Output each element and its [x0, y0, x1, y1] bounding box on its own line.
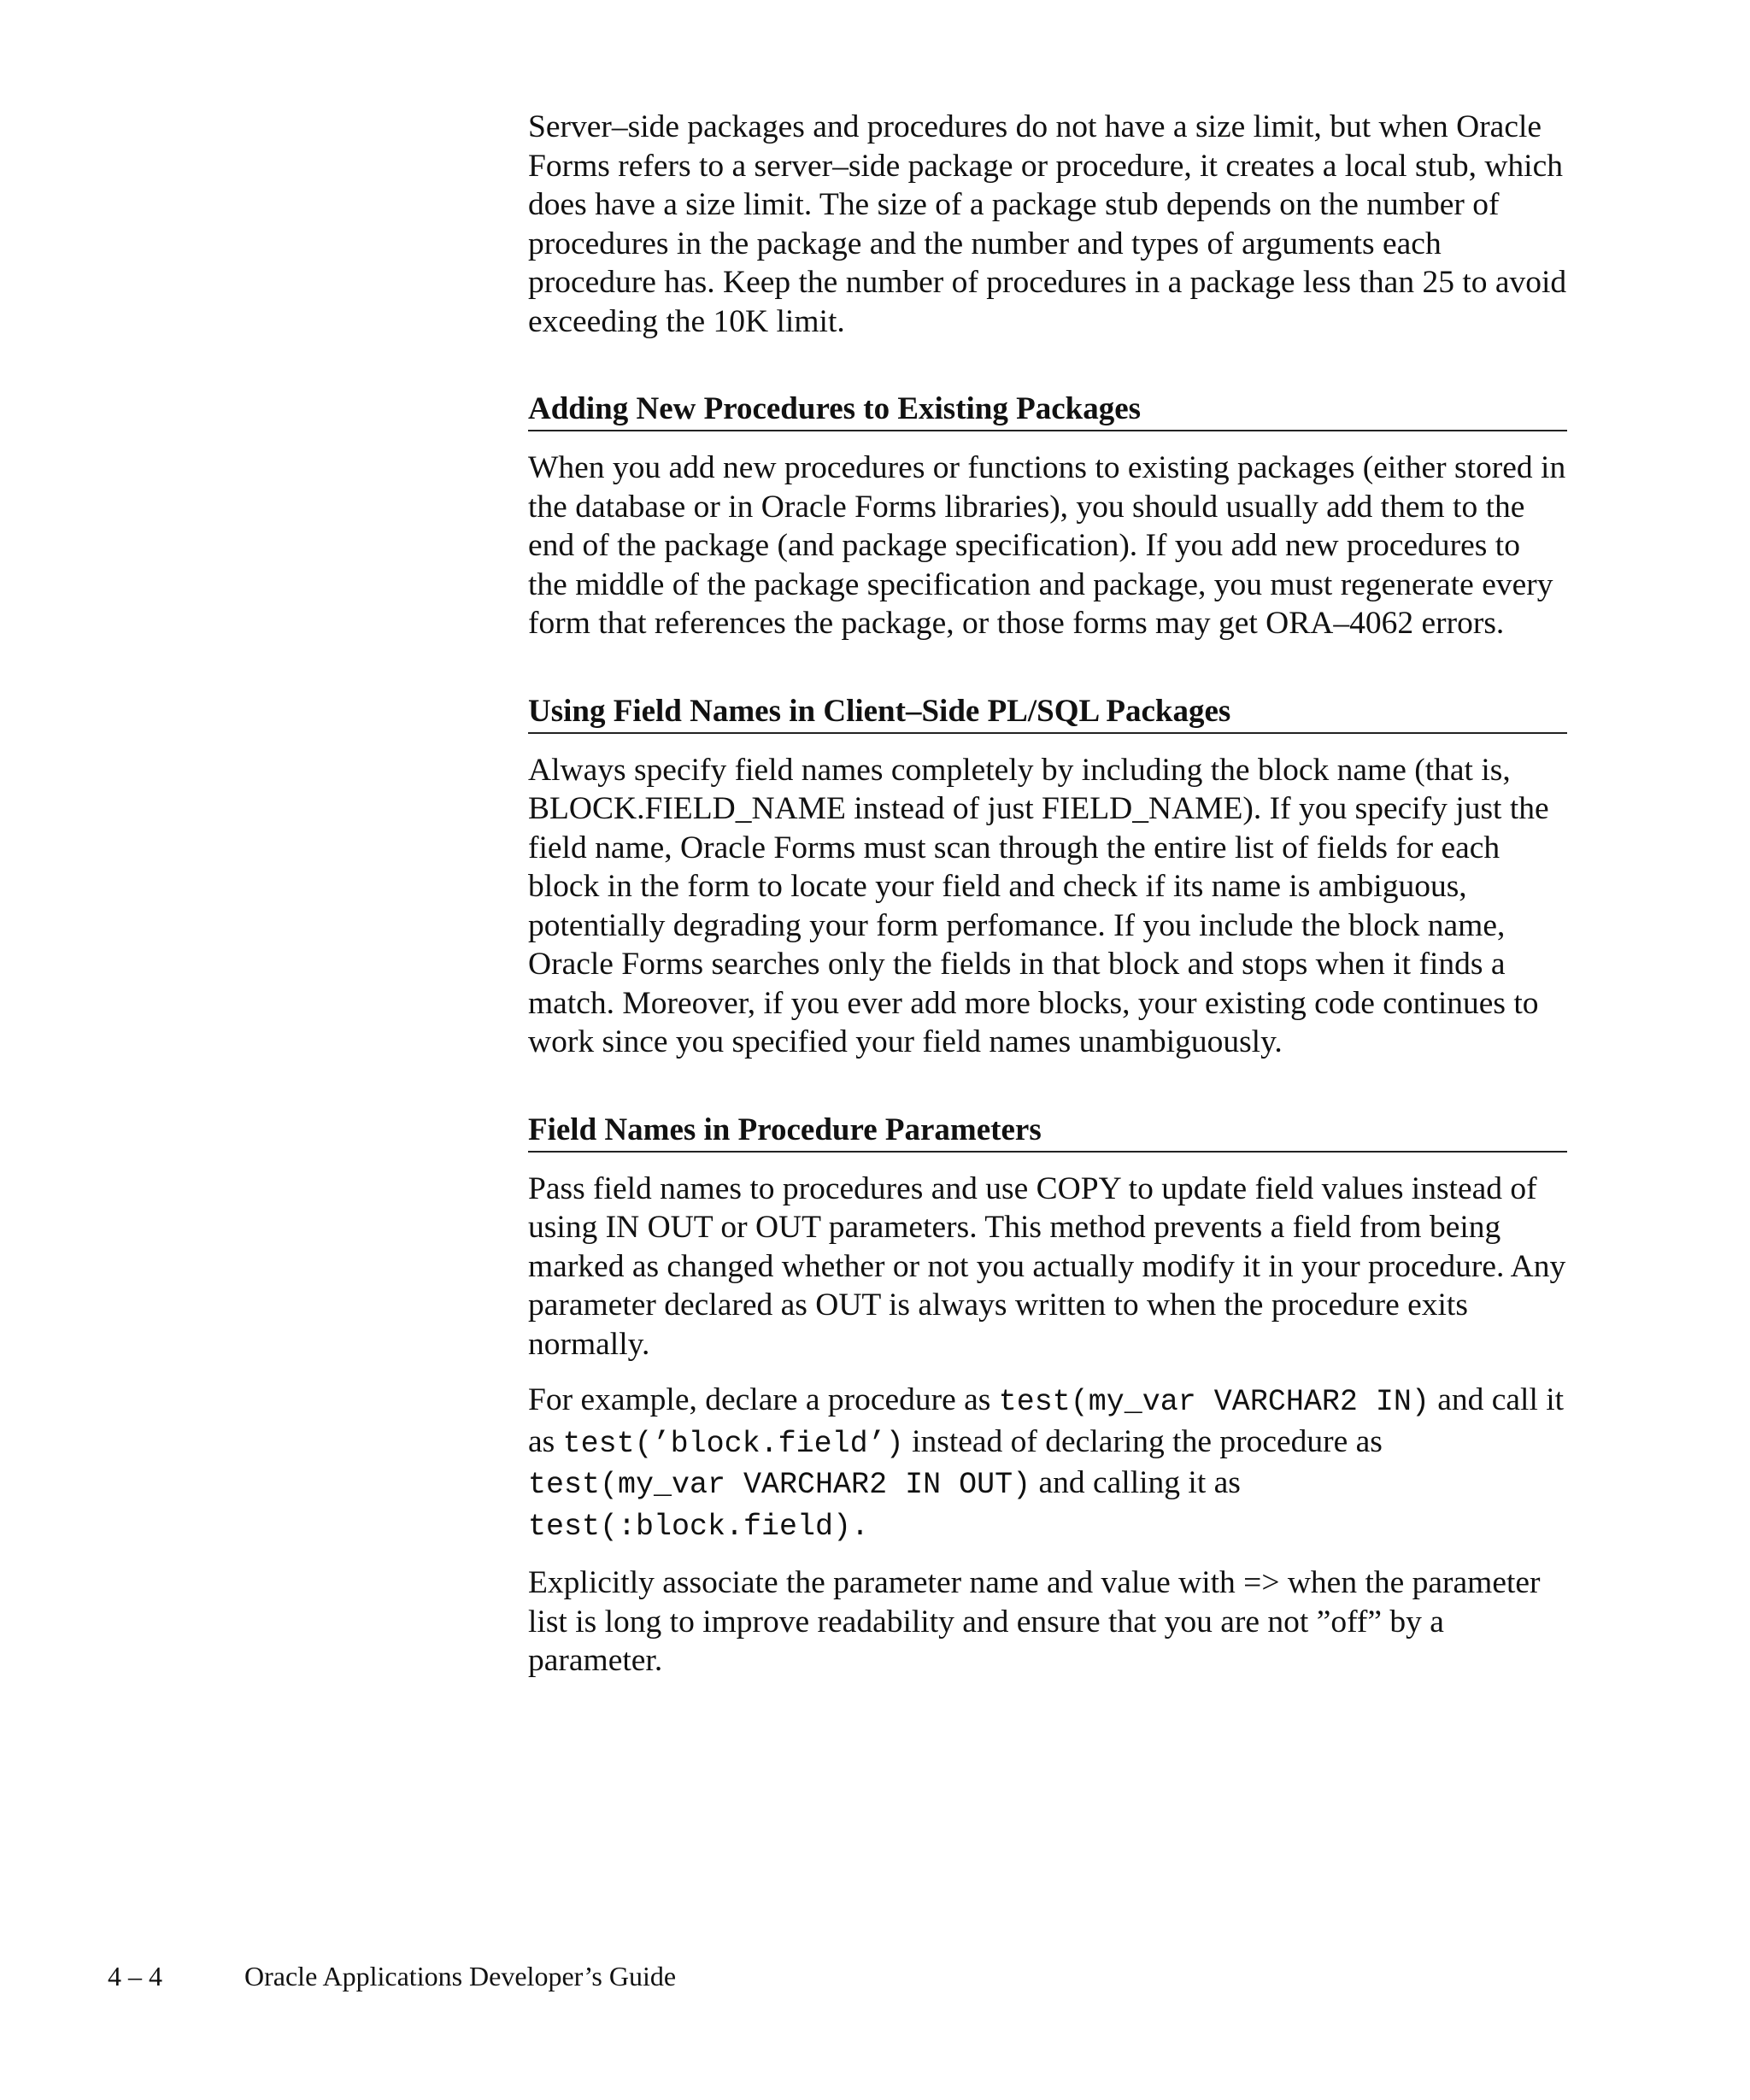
- code-snippet: test(:block.field).: [528, 1509, 870, 1544]
- section-heading: Adding New Procedures to Existing Packages: [528, 390, 1567, 431]
- section-heading: Field Names in Procedure Parameters: [528, 1112, 1567, 1153]
- section-paragraph: Always specify field names completely by including the block name (that is, BLOCK.FIELD_NAME instead of just FIELD_NAME). If you specify just the field name, Oracle Forms must scan through the entire list of fields for each block in the form to locate your field and check if its name is ambiguous, potentially degrading your form perfomance. If you include the block name, Oracle Forms searches only the fields in that block and stops when it finds a match. Moreover, if you ever add more blocks, your existing code continues to work since you specified your field names unambiguously.: [528, 752, 1549, 1059]
- example-text: and call it as: [528, 1382, 1565, 1459]
- section-field-names-parameters: [528, 1112, 1567, 1681]
- page-footer: [108, 1959, 676, 1993]
- example-text: For example, declare a procedure as: [528, 1382, 999, 1417]
- section-heading: Using Field Names in Client–Side PL/SQL Packages: [528, 693, 1567, 734]
- section-paragraph: Pass field names to procedures and use COPY to update field values instead of using IN OUT or OUT parameters. This method prevents a field from being marked as changed whether or not you actually modify it in your procedure. Any parameter declared as OUT is always written to when the procedure exits normally.: [528, 1170, 1566, 1362]
- intro-paragraph: Server–side packages and procedures do not have a size limit, but when Oracle Forms refers to a server–side package or procedure, it creates a local stub, which does have a size limit. The size of a package stub depends on the number of procedures in the package and the number and types of arguments each procedure has. Keep the number of procedures in a package less than 25 to avoid exceeding the 10K limit.: [528, 109, 1567, 339]
- example-paragraph: [528, 1381, 1567, 1546]
- page-content: [528, 108, 1567, 1681]
- section-paragraph: Explicitly associate the parameter name and value with => when the parameter list is long to improve readability and ensure that you are not ”off” by a parameter.: [528, 1565, 1541, 1678]
- code-snippet: test(’block.field’): [562, 1426, 904, 1461]
- section-field-names-client-side: [528, 693, 1567, 1062]
- example-text: instead of declaring the procedure as: [903, 1423, 1383, 1459]
- book-title: Oracle Applications Developer’s Guide: [244, 1961, 677, 1991]
- example-text: and calling it as: [1031, 1465, 1241, 1500]
- section-adding-procedures: [528, 390, 1567, 643]
- page-number: 4 – 4: [108, 1961, 162, 1991]
- section-paragraph: When you add new procedures or functions to existing packages (either stored in the database or in Oracle Forms libraries), you should usually add them to the end of the package (and package specification). If you add new procedures to the middle of the package specification and package, you must regenerate every form that references the package, or those forms may get ORA–4062 errors.: [528, 450, 1566, 641]
- code-snippet: test(my_var VARCHAR2 IN OUT): [528, 1468, 1031, 1502]
- code-snippet: test(my_var VARCHAR2 IN): [998, 1385, 1430, 1419]
